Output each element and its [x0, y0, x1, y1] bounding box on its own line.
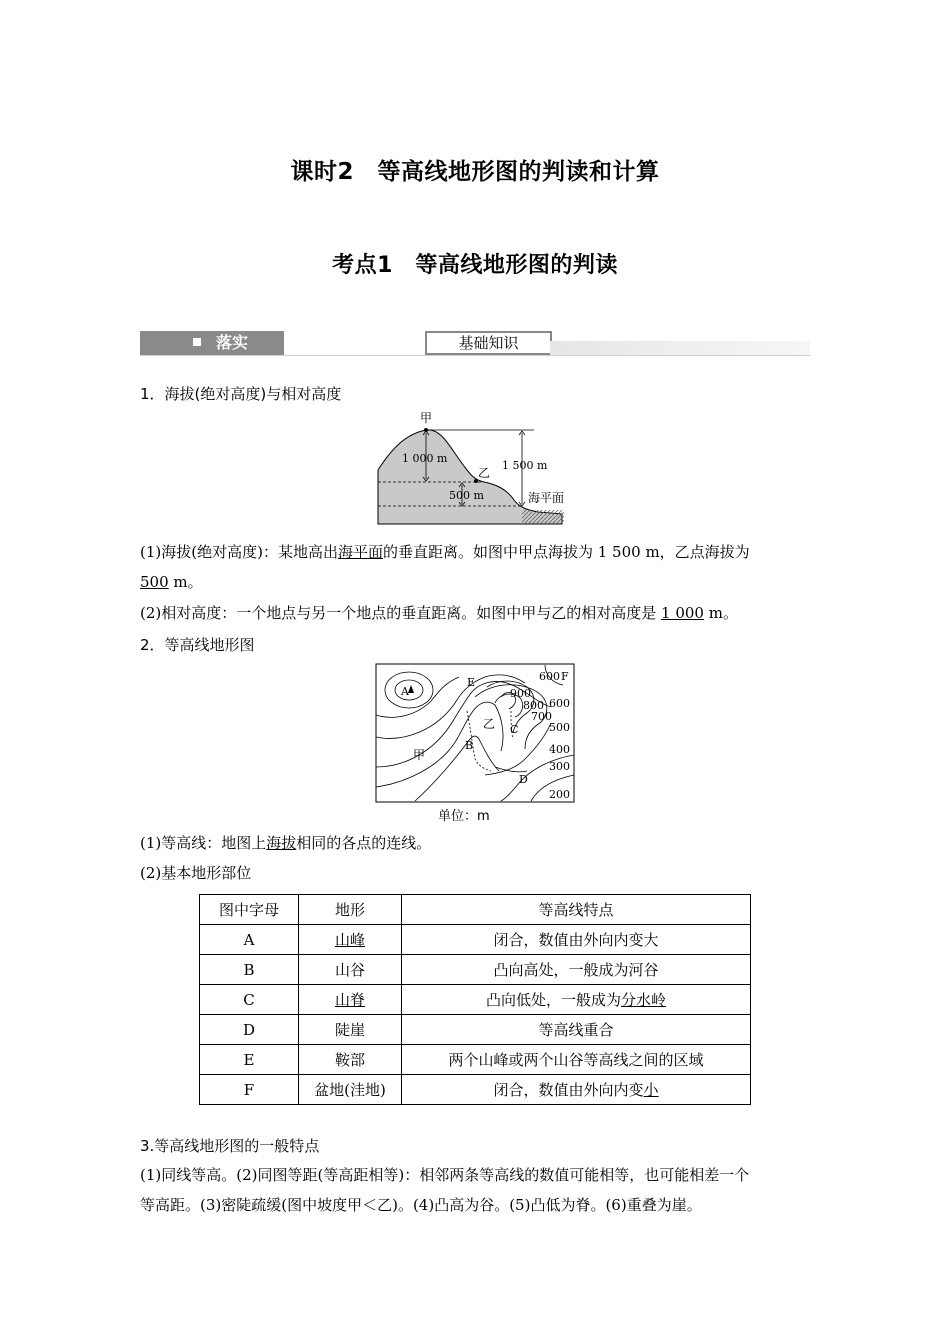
contour-200: 200 — [549, 788, 570, 801]
map-label-B: B — [465, 739, 474, 752]
table-header: 地形 — [299, 895, 402, 925]
cell-feature: 凸向高处，一般成为河谷 — [402, 955, 751, 985]
banner-fade — [550, 341, 810, 355]
cell-terrain: 山峰 — [299, 925, 402, 955]
section1-heading: 1．海拔(绝对高度)与相对高度 — [140, 385, 342, 403]
map-label-D: D — [519, 773, 528, 786]
section1-para1: (1)海拔(绝对高度)：某地高出海平面的垂直距离。如图中甲点海拔为 1 500 m，乙点海拔为 500 m。 — [140, 543, 750, 591]
map-label-E: E — [467, 676, 476, 689]
label-jia: 甲 — [420, 411, 433, 425]
section2-para2: (2)基本地形部位 — [140, 864, 252, 882]
label-yi: 乙 — [478, 466, 491, 480]
table-header-row — [200, 895, 751, 925]
altitude-figure — [372, 408, 572, 530]
banner-box: 基础知识 — [425, 331, 552, 355]
sea-hatch — [522, 510, 564, 524]
map-label-yi: 乙 — [483, 717, 496, 731]
underline-1000: 1 000 — [661, 604, 704, 622]
contour-600: 600 — [549, 697, 570, 710]
section2-para1: (1)等高线：地图上海拔相同的各点的连线。 — [140, 834, 432, 852]
cell-feature: 闭合，数值由外向内变大 — [402, 925, 751, 955]
terrain-table — [199, 894, 751, 1105]
cell-terrain: 山谷 — [299, 955, 402, 985]
label-500m: 500 m — [449, 489, 484, 502]
underline-altitude: 海拔 — [266, 834, 297, 852]
table-row — [200, 1045, 751, 1075]
underline-sea-level: 海平面 — [337, 543, 383, 561]
section3-para: (1)同线等高。(2)同图等距(等高距相等)：相邻两条等高线的数值可能相等，也可能相差一个 等高距。(3)密陡疏缓(图中坡度甲＜乙)。(4)凸高为谷。(5)凸低为脊。(6)重叠为崖。 — [140, 1166, 750, 1214]
lesson-title: 课时2 等高线地形图的判读和计算 — [290, 159, 660, 185]
cell-letter: D — [200, 1015, 299, 1045]
cell-feature: 凸向低处，一般成为分水岭 — [402, 985, 751, 1015]
contour-700: 700 — [531, 710, 552, 723]
cell-terrain: 陡崖 — [299, 1015, 402, 1045]
banner-square-icon — [193, 338, 201, 346]
cell-letter: F — [200, 1075, 299, 1105]
underline-500: 500 — [140, 573, 169, 591]
map-label-C: C — [510, 723, 519, 736]
map-label-jia: 甲 — [413, 748, 426, 762]
table-row — [200, 925, 751, 955]
table-header: 图中字母 — [200, 895, 299, 925]
table-row — [200, 985, 751, 1015]
banner-tag: 落实 — [216, 333, 249, 352]
map-label-A: A — [401, 685, 409, 698]
label-1000m: 1 000 m — [402, 452, 448, 465]
cell-letter: A — [200, 925, 299, 955]
section3-heading: 3.等高线地形图的一般特点 — [140, 1137, 320, 1155]
cell-feature: 等高线重合 — [402, 1015, 751, 1045]
mountain-shape — [378, 430, 565, 524]
table-row — [200, 1015, 751, 1045]
contour-500: 500 — [549, 721, 570, 734]
banner-dark-block — [140, 331, 284, 355]
contour-900: 900 — [510, 687, 531, 700]
cell-letter: C — [200, 985, 299, 1015]
cell-feature: 闭合，数值由外向内变小 — [402, 1075, 751, 1105]
map-label-F: F — [561, 670, 569, 683]
contour-400: 400 — [549, 743, 570, 756]
contour-600-top: 600 — [539, 670, 560, 683]
section2-heading: 2．等高线地形图 — [140, 636, 255, 654]
contour-800: 800 — [523, 699, 544, 712]
section1-para2: (2)相对高度：一个地点与另一个地点的垂直距离。如图中甲与乙的相对高度是 1 000 m。 — [140, 604, 738, 622]
contour-map — [375, 663, 575, 803]
table-row — [200, 955, 751, 985]
cell-feature: 两个山峰或两个山谷等高线之间的区域 — [402, 1045, 751, 1075]
label-1500m: 1 500 m — [502, 459, 548, 472]
banner-line — [140, 355, 810, 356]
cell-letter: E — [200, 1045, 299, 1075]
contour-300: 300 — [549, 760, 570, 773]
label-sea-level: 海平面 — [528, 491, 565, 505]
topic-title: 考点1 等高线地形图的判读 — [332, 253, 618, 278]
cell-terrain: 山脊 — [299, 985, 402, 1015]
table-header: 等高线特点 — [402, 895, 751, 925]
cell-letter: B — [200, 955, 299, 985]
section-banner — [140, 331, 810, 357]
table-row — [200, 1075, 751, 1105]
cell-terrain: 鞍部 — [299, 1045, 402, 1075]
cell-terrain: 盆地(洼地) — [299, 1075, 402, 1105]
map-unit-caption: 单位：m — [438, 809, 490, 824]
